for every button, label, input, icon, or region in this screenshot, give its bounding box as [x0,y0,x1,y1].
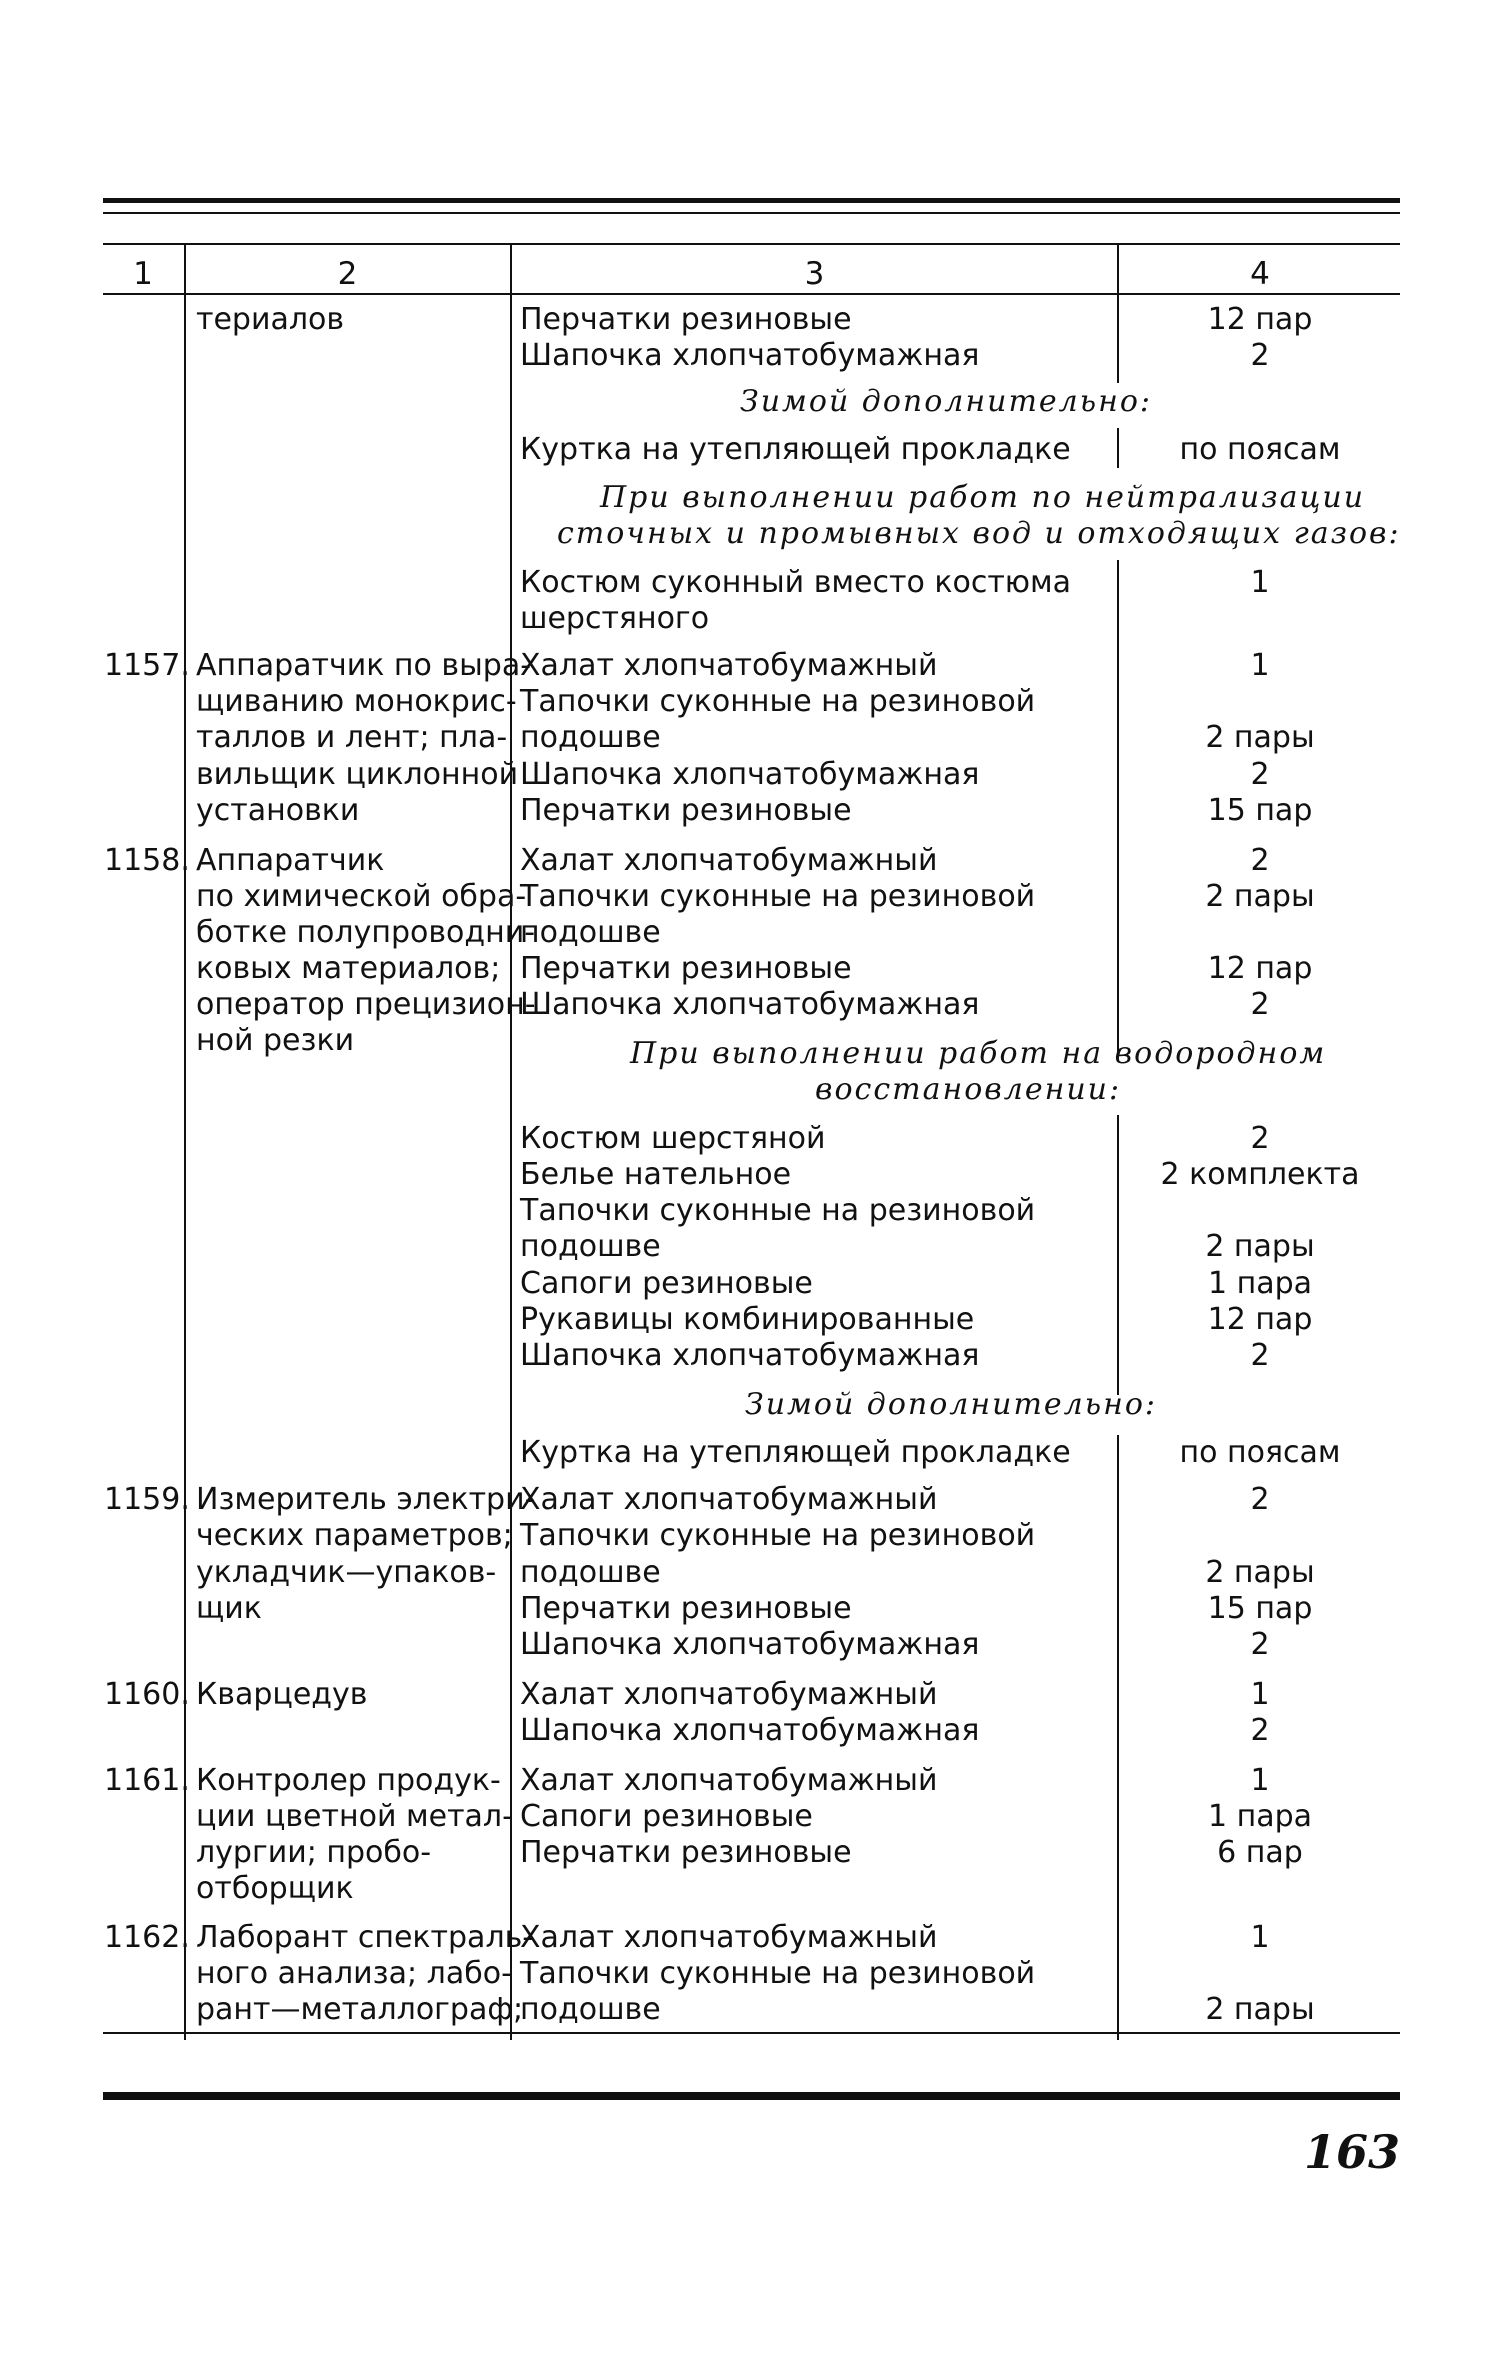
item-text: Белье нательное [520,1157,792,1192]
row-number: 1158. [104,843,190,878]
profession-text: по химической обра- [196,879,527,914]
profession-text: Аппаратчик по выра- [196,648,532,683]
quantity-text: 2 пары [1205,879,1315,914]
column-header-3: 3 [804,256,825,292]
item-text: Халат хлопчатобумажный [520,1482,938,1517]
item-text: Сапоги резиновые [520,1799,813,1834]
row-number: 1161. [104,1763,190,1798]
section-subheading: сточных и промывных вод и отходящих газов: [557,516,1401,551]
table-bottom-rule [103,2032,1400,2034]
column-divider-3-e [1117,1435,1119,2040]
quantity-text: 2 [1250,987,1270,1022]
item-text: Шапочка хлопчатобумажная [520,1713,980,1748]
quantity-text: 2 пары [1205,1992,1315,2027]
item-text: Халат хлопчатобумажный [520,1677,938,1712]
profession-text: вильщик циклонной [196,757,519,792]
item-text: Перчатки резиновые [520,1835,852,1870]
header-top-rule [103,243,1400,245]
item-text: Тапочки суконные на резиновой [520,1956,1036,1991]
profession-text: укладчик—упаков- [196,1555,497,1590]
profession-text: лургии; пробо- [196,1835,432,1870]
item-text: Халат хлопчатобумажный [520,843,938,878]
quantity-text: 2 [1250,757,1270,792]
profession-text: ческих параметров; [196,1518,513,1553]
quantity-text: 1 [1250,565,1270,600]
quantity-text: по поясам [1179,1435,1341,1470]
quantity-text: 2 [1250,1627,1270,1662]
quantity-text: 1 [1250,1920,1270,1955]
profession-text: таллов и лент; пла- [196,720,508,755]
profession-text: оператор прецизион- [196,987,536,1022]
quantity-text: 12 пар [1207,1302,1313,1337]
item-text: Куртка на утепляющей прокладке [520,1435,1071,1470]
item-text: Шапочка хлопчатобумажная [520,987,980,1022]
item-text: Перчатки резиновые [520,793,852,828]
quantity-text: 1 [1250,648,1270,683]
item-text: Шапочка хлопчатобумажная [520,1627,980,1662]
quantity-text: 2 [1250,1338,1270,1373]
item-text: Куртка на утепляющей прокладке [520,432,1071,467]
column-divider-3-b [1117,428,1119,468]
page-number: 163 [1303,2125,1400,2179]
row-number: 1159. [104,1482,190,1517]
profession-text: Лаборант спектраль- [196,1920,534,1955]
row-number: 1157. [104,648,190,683]
item-text: Костюм шерстяной [520,1121,826,1156]
profession-text: Аппаратчик [196,843,385,878]
row-number: 1160. [104,1677,190,1712]
item-text: подошве [520,720,661,755]
profession-text: ной резки [196,1023,355,1058]
item-text: подошве [520,1992,661,2027]
item-text: подошве [520,1229,661,1264]
column-divider-3-d [1117,1115,1119,1395]
item-text: Шапочка хлопчатобумажная [520,338,980,373]
profession-text: рант—металлограф; [196,1992,524,2027]
quantity-text: 2 [1250,338,1270,373]
quantity-text: 15 пар [1207,1591,1313,1626]
column-header-1: 1 [133,256,153,292]
item-text: Перчатки резиновые [520,1591,852,1626]
footer-rule-thick [103,2092,1400,2100]
column-divider-3-a [1117,243,1119,383]
quantity-text: 2 [1250,1121,1270,1156]
quantity-text: 6 пар [1217,1835,1303,1870]
section-subheading: При выполнении работ по нейтрализации [600,480,1366,515]
profession-text: териалов [196,302,345,337]
top-rule-thick [103,198,1400,203]
item-text: Перчатки резиновые [520,302,852,337]
row-number: 1162. [104,1920,190,1955]
column-divider-3-c [1117,560,1119,1055]
quantity-text: 2 [1250,1713,1270,1748]
profession-text: Контролер продук- [196,1763,501,1798]
item-text: Рукавицы комбинированные [520,1302,975,1337]
profession-text: ного анализа; лабо- [196,1956,512,1991]
item-text: Тапочки суконные на резиновой [520,879,1036,914]
item-text: Тапочки суконные на резиновой [520,1518,1036,1553]
quantity-text: 2 комплекта [1160,1157,1360,1192]
item-text: Халат хлопчатобумажный [520,1763,938,1798]
profession-text: ции цветной метал- [196,1799,513,1834]
quantity-text: 1 пара [1207,1266,1313,1301]
profession-text: Кварцедув [196,1677,368,1712]
quantity-text: по поясам [1179,432,1341,467]
profession-text: Измеритель электри- [196,1482,536,1517]
quantity-text: 2 [1250,1482,1270,1517]
section-subheading: Зимой дополнительно: [745,1387,1158,1422]
profession-text: ковых материалов; [196,951,501,986]
item-text: подошве [520,915,661,950]
profession-text: щик [196,1591,262,1626]
column-header-2: 2 [337,256,358,292]
column-header-4: 4 [1250,256,1270,292]
quantity-text: 12 пар [1207,951,1313,986]
item-text: Костюм суконный вместо костюма [520,565,1072,600]
item-text: Шапочка хлопчатобумажная [520,1338,980,1373]
profession-text: ботке полупроводни- [196,915,536,950]
section-subheading: При выполнении работ на водородном [630,1036,1327,1071]
section-subheading: восстановлении: [815,1072,1122,1107]
item-text: подошве [520,1555,661,1590]
section-subheading: Зимой дополнительно: [740,384,1153,419]
quantity-text: 1 пара [1207,1799,1313,1834]
profession-text: щиванию монокрис- [196,684,517,719]
item-text: Халат хлопчатобумажный [520,1920,938,1955]
quantity-text: 2 пары [1205,720,1315,755]
item-text: шерстяного [520,601,710,636]
quantity-text: 2 пары [1205,1555,1315,1590]
top-rule-thin [103,212,1400,214]
quantity-text: 2 [1250,843,1270,878]
quantity-text: 12 пар [1207,302,1313,337]
profession-text: установки [196,793,360,828]
quantity-text: 1 [1250,1763,1270,1798]
quantity-text: 15 пар [1207,793,1313,828]
quantity-text: 1 [1250,1677,1270,1712]
item-text: Шапочка хлопчатобумажная [520,757,980,792]
profession-text: отборщик [196,1871,354,1906]
quantity-text: 2 пары [1205,1229,1315,1264]
item-text: Тапочки суконные на резиновой [520,1193,1036,1228]
item-text: Халат хлопчатобумажный [520,648,938,683]
item-text: Перчатки резиновые [520,951,852,986]
item-text: Сапоги резиновые [520,1266,813,1301]
item-text: Тапочки суконные на резиновой [520,684,1036,719]
column-divider-2 [510,243,512,2040]
